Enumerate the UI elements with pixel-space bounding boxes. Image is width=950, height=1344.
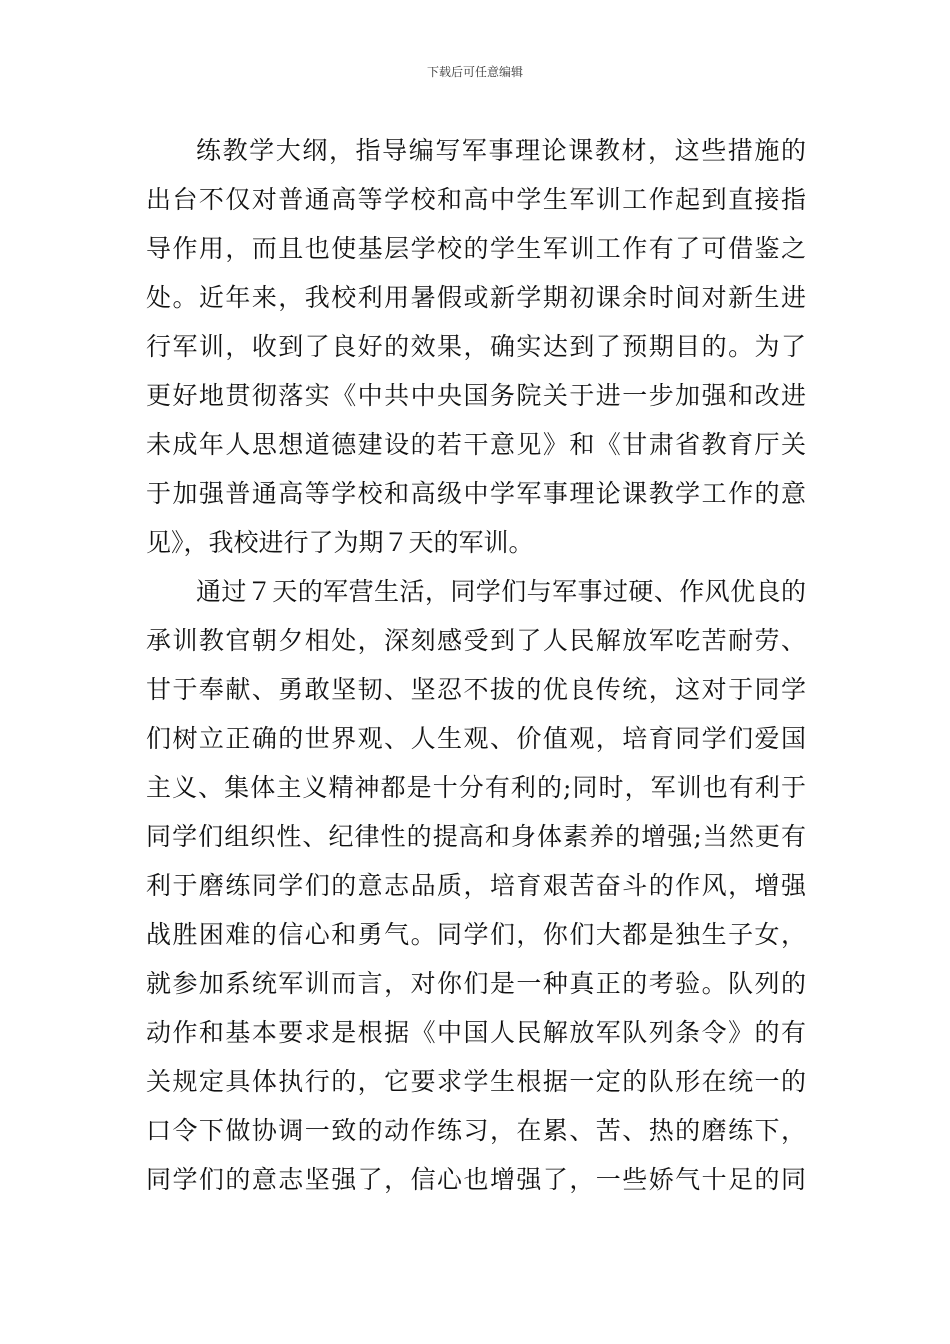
text-line: 利于磨练同学们的意志品质，培育艰苦奋斗的作风，增强 xyxy=(146,871,806,900)
text-line: 动作和基本要求是根据《中国人民解放军队列条令》的有 xyxy=(146,1018,806,1047)
text-line: 们树立正确的世界观、人生观、价值观，培育同学们爱国 xyxy=(146,724,806,753)
text-line: 未成年人思想道德建设的若干意见》和《甘肃省教育厅关 xyxy=(146,430,806,459)
text-line: 主义、集体主义精神都是十分有利的;同时，军训也有利于 xyxy=(146,773,806,802)
text-line: 处。近年来，我校利用暑假或新学期初课余时间对新生进 xyxy=(146,283,806,312)
text-line: 通过７天的军营生活，同学们与军事过硬、作风优良的 xyxy=(196,577,806,606)
text-line: 就参加系统军训而言，对你们是一种真正的考验。队列的 xyxy=(146,969,806,998)
page-header: 下载后可任意编辑 xyxy=(426,65,523,79)
text-line: 同学们的意志坚强了，信心也增强了，一些娇气十足的同 xyxy=(146,1165,806,1194)
text-line: 于加强普通高等学校和高级中学军事理论课教学工作的意 xyxy=(146,479,806,508)
text-line: 战胜困难的信心和勇气。同学们，你们大都是独生子女， xyxy=(146,920,806,949)
text-line: 同学们组织性、纪律性的提高和身体素养的增强;当然更有 xyxy=(146,822,806,851)
text-line: 出台不仅对普通高等学校和高中学生军训工作起到直接指 xyxy=(146,185,806,214)
text-line: 承训教官朝夕相处，深刻感受到了人民解放军吃苦耐劳、 xyxy=(146,626,806,655)
text-line: 甘于奉献、勇敢坚韧、坚忍不拔的优良传统，这对于同学 xyxy=(146,675,806,704)
text-line: 导作用，而且也使基层学校的学生军训工作有了可借鉴之 xyxy=(146,234,806,263)
body-text xyxy=(146,126,806,1204)
text-line: 口令下做协调一致的动作练习，在累、苦、热的磨练下， xyxy=(146,1116,806,1145)
text-line: 行军训，收到了良好的效果，确实达到了预期目的。为了 xyxy=(146,332,806,361)
text-line: 练教学大纲，指导编写军事理论课教材，这些措施的 xyxy=(196,136,806,165)
text-line: 更好地贯彻落实《中共中央国务院关于进一步加强和改进 xyxy=(146,381,806,410)
text-line: 见》，我校进行了为期７天的军训。 xyxy=(146,528,534,557)
text-line: 关规定具体执行的，它要求学生根据一定的队形在统一的 xyxy=(146,1067,806,1096)
